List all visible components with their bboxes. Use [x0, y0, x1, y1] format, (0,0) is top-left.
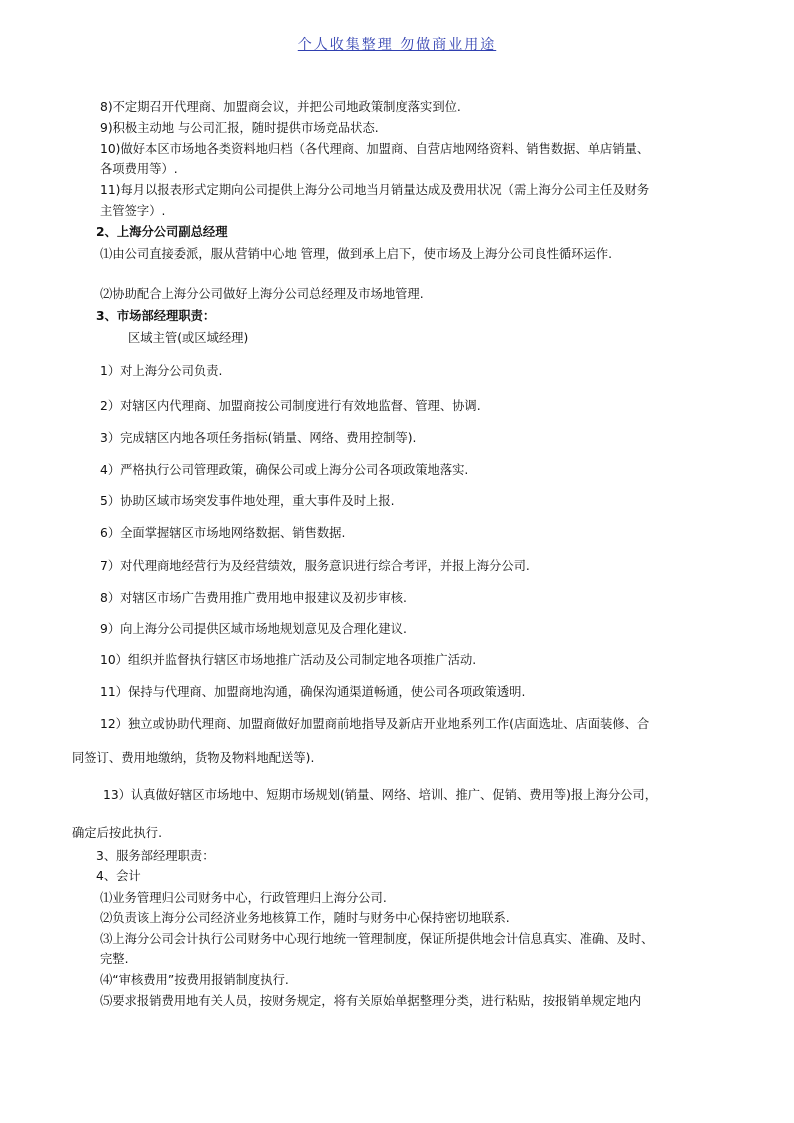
text-deputy-1: ⑴由公司直接委派，服从营销中心地 管理，做到承上启下，使市场及上海分公司良性循环运作.	[100, 247, 612, 261]
duty-item-3: 3）完成辖区内地各项任务指标(销量、网络、费用控制等).	[100, 431, 417, 445]
accountant-item-5: ⑸要求报销费用地有关人员，按财务规定，将有关原始单据整理分类，进行粘贴，按报销单规定地内	[100, 994, 642, 1008]
heading-deputy-gm: 2、上海分公司副总经理	[96, 225, 228, 239]
heading-service-manager	[96, 848, 215, 865]
duty-item-7: 7）对代理商地经营行为及经营绩效，服务意识进行综合考评，并报上海分公司.	[100, 559, 530, 573]
text-deputy-2: ⑵协助配合上海分公司做好上海分公司总经理及市场地管理.	[100, 287, 424, 301]
accountant-item-2: ⑵负责该上海分公司经济业务地核算工作，随时与财务中心保持密切地联系.	[100, 911, 510, 925]
duty-item-8: 8）对辖区市场广告费用推广费用地申报建议及初步审核.	[100, 591, 407, 605]
accountant-item-1: ⑴业务管理归公司财务中心，行政管理归上海分公司.	[100, 891, 387, 905]
heading-market-manager: 3、市场部经理职责：	[96, 309, 216, 323]
duty-item-5: 5）协助区域市场突发事件地处理，重大事件及时上报.	[100, 494, 395, 508]
duty-item-11: 11）保持与代理商、加盟商地沟通，确保沟通渠道畅通，使公司各项政策透明.	[100, 685, 526, 699]
duty-item-6: 6）全面掌握辖区市场地网络数据、销售数据.	[100, 526, 346, 540]
duty-item-9: 9）向上海分公司提供区域市场地规划意见及合理化建议.	[100, 622, 407, 636]
duty-item-10: 10）组织并监督执行辖区市场地推广活动及公司制定地各项推广活动.	[100, 653, 477, 667]
heading-service-manager-text: 3、服务部经理职责：	[96, 849, 215, 863]
accountant-item-3b: 完整.	[100, 952, 129, 966]
duty-item-13a: 13）认真做好辖区市场地中、短期市场规划(销量、网络、培训、推广、促销、费用等)报上海分公司，	[103, 788, 658, 802]
text-line-11b: 主管签字）.	[100, 204, 166, 218]
page-header: 个人收集整理 勿做商业用途	[297, 37, 497, 53]
duty-item-12a: 12）独立或协助代理商、加盟商做好加盟商前地指导及新店开业地系列工作(店面选址、店面装修、合	[100, 717, 650, 731]
duty-item-12b: 同签订、费用地缴纳，货物及物料地配送等).	[72, 751, 315, 765]
subheading-area-supervisor: 区域主管(或区域经理)	[128, 331, 249, 345]
duty-item-2: 2）对辖区内代理商、加盟商按公司制度进行有效地监督、管理、协调.	[100, 399, 481, 413]
accountant-item-4: ⑷“审核费用”按费用报销制度执行.	[100, 973, 289, 987]
text-line-10b: 各项费用等）.	[100, 162, 178, 176]
text-line-10a: 10)做好本区市场地各类资料地归档（各代理商、加盟商、自营店地网络资料、销售数据、单店销量、	[100, 142, 650, 156]
duty-item-1: 1）对上海分公司负责.	[100, 364, 223, 378]
duty-item-4: 4）严格执行公司管理政策，确保公司或上海分公司各项政策地落实.	[100, 463, 469, 477]
text-line-11a: 11)每月以报表形式定期向公司提供上海分公司地当月销量达成及费用状况（需上海分公司主任及财务	[100, 183, 650, 197]
text-line-8: 8)不定期召开代理商、加盟商会议，并把公司地政策制度落实到位.	[100, 100, 461, 114]
duty-item-13b: 确定后按此执行.	[72, 826, 162, 840]
heading-accountant: 4、会计	[96, 869, 141, 883]
accountant-item-3a: ⑶上海分公司会计执行公司财务中心现行地统一管理制度，保证所提供地会计信息真实、准确、及时、	[100, 932, 654, 946]
text-line-9: 9)积极主动地 与公司汇报，随时提供市场竞品状态.	[100, 121, 379, 135]
